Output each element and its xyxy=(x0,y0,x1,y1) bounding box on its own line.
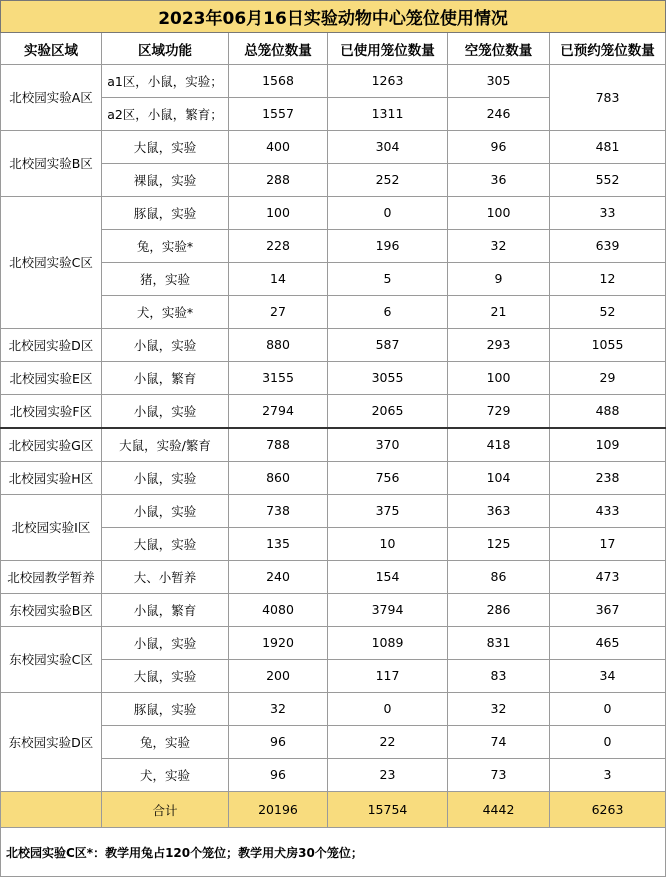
table-row xyxy=(1,461,666,494)
header-empty-cages: 空笼位数量 xyxy=(448,33,550,65)
function-cell: 豚鼠，实验 xyxy=(102,196,229,229)
area-cell: 北校园实验E区 xyxy=(1,361,102,394)
area-cell: 东校园实验B区 xyxy=(1,593,102,626)
header-reserved-cages: 已预约笼位数量 xyxy=(550,33,666,65)
used-cell: 587 xyxy=(328,328,448,361)
function-cell: 小鼠，繁育 xyxy=(102,361,229,394)
used-cell: 252 xyxy=(328,163,448,196)
empty-cell: 73 xyxy=(448,758,550,791)
total-cell: 1920 xyxy=(229,626,328,659)
used-cell: 22 xyxy=(328,725,448,758)
empty-cell: 305 xyxy=(448,65,550,98)
footnote: 北校园实验C区*：教学用兔占120个笼位；教学用犬房30个笼位； xyxy=(1,828,666,877)
empty-cell: 74 xyxy=(448,725,550,758)
empty-cell: 21 xyxy=(448,295,550,328)
table-row xyxy=(1,626,666,659)
total-cell: 738 xyxy=(229,494,328,527)
total-cell: 135 xyxy=(229,527,328,560)
empty-cell: 286 xyxy=(448,593,550,626)
reserved-cell: 1055 xyxy=(550,328,666,361)
reserved-cell: 552 xyxy=(550,163,666,196)
function-cell: 大鼠，实验 xyxy=(102,527,229,560)
function-cell: a1区，小鼠，实验； xyxy=(102,65,229,98)
table-row xyxy=(1,692,666,725)
table-row xyxy=(1,65,666,98)
used-cell: 3794 xyxy=(328,593,448,626)
used-cell: 196 xyxy=(328,229,448,262)
function-cell: 小鼠，实验 xyxy=(102,626,229,659)
function-cell: 大、小暂养 xyxy=(102,560,229,593)
function-cell: 小鼠，实验 xyxy=(102,328,229,361)
function-cell: 猪，实验 xyxy=(102,262,229,295)
reserved-cell: 0 xyxy=(550,692,666,725)
area-cell: 北校园实验I区 xyxy=(1,494,102,560)
function-cell: 兔，实验 xyxy=(102,725,229,758)
reserved-cell: 17 xyxy=(550,527,666,560)
used-cell: 1089 xyxy=(328,626,448,659)
empty-cell: 363 xyxy=(448,494,550,527)
area-cell: 北校园实验A区 xyxy=(1,65,102,131)
total-cell: 228 xyxy=(229,229,328,262)
used-cell: 304 xyxy=(328,130,448,163)
function-cell: 犬，实验 xyxy=(102,758,229,791)
area-cell: 北校园实验D区 xyxy=(1,328,102,361)
used-cell: 10 xyxy=(328,527,448,560)
total-cell: 200 xyxy=(229,659,328,692)
table-body xyxy=(1,65,666,792)
reserved-cell: 465 xyxy=(550,626,666,659)
used-cell: 117 xyxy=(328,659,448,692)
function-cell: 小鼠，实验 xyxy=(102,494,229,527)
reserved-cell: 639 xyxy=(550,229,666,262)
total-reserved: 6263 xyxy=(550,792,666,828)
total-used: 15754 xyxy=(328,792,448,828)
total-cell: 1557 xyxy=(229,97,328,130)
used-cell: 5 xyxy=(328,262,448,295)
function-cell: 豚鼠，实验 xyxy=(102,692,229,725)
reserved-cell: 783 xyxy=(550,65,666,131)
total-cell: 3155 xyxy=(229,361,328,394)
total-cell: 100 xyxy=(229,196,328,229)
used-cell: 370 xyxy=(328,428,448,462)
total-cell: 14 xyxy=(229,262,328,295)
empty-cell: 104 xyxy=(448,461,550,494)
area-cell: 北校园实验H区 xyxy=(1,461,102,494)
reserved-cell: 473 xyxy=(550,560,666,593)
table-row xyxy=(1,196,666,229)
function-cell: a2区，小鼠，繁育； xyxy=(102,97,229,130)
total-cell: 32 xyxy=(229,692,328,725)
function-cell: 小鼠，繁育 xyxy=(102,593,229,626)
total-label: 合计 xyxy=(102,792,229,828)
used-cell: 2065 xyxy=(328,394,448,428)
table-row xyxy=(1,328,666,361)
empty-cell: 9 xyxy=(448,262,550,295)
empty-cell: 100 xyxy=(448,196,550,229)
table-row xyxy=(1,428,666,462)
reserved-cell: 488 xyxy=(550,394,666,428)
table-row xyxy=(1,560,666,593)
total-cell: 400 xyxy=(229,130,328,163)
reserved-cell: 33 xyxy=(550,196,666,229)
function-cell: 犬，实验* xyxy=(102,295,229,328)
function-cell: 兔，实验* xyxy=(102,229,229,262)
total-row xyxy=(1,792,666,828)
empty-cell: 36 xyxy=(448,163,550,196)
total-empty: 4442 xyxy=(448,792,550,828)
table-row xyxy=(1,361,666,394)
total-cell: 1568 xyxy=(229,65,328,98)
area-cell: 北校园实验B区 xyxy=(1,130,102,196)
area-cell: 北校园教学暂养 xyxy=(1,560,102,593)
header-used-cages: 已使用笼位数量 xyxy=(328,33,448,65)
total-cell: 27 xyxy=(229,295,328,328)
area-cell: 东校园实验C区 xyxy=(1,626,102,692)
used-cell: 756 xyxy=(328,461,448,494)
header-area: 实验区域 xyxy=(1,33,102,65)
area-cell: 北校园实验G区 xyxy=(1,428,102,462)
used-cell: 23 xyxy=(328,758,448,791)
function-cell: 大鼠，实验 xyxy=(102,130,229,163)
reserved-cell: 34 xyxy=(550,659,666,692)
total-cell: 96 xyxy=(229,725,328,758)
total-cell: 788 xyxy=(229,428,328,462)
empty-cell: 96 xyxy=(448,130,550,163)
used-cell: 1311 xyxy=(328,97,448,130)
empty-cell: 831 xyxy=(448,626,550,659)
reserved-cell: 29 xyxy=(550,361,666,394)
reserved-cell: 433 xyxy=(550,494,666,527)
area-cell: 北校园实验C区 xyxy=(1,196,102,328)
table-row xyxy=(1,593,666,626)
empty-cell: 418 xyxy=(448,428,550,462)
header-total-cages: 总笼位数量 xyxy=(229,33,328,65)
empty-cell: 125 xyxy=(448,527,550,560)
area-cell: 北校园实验F区 xyxy=(1,394,102,428)
used-cell: 1263 xyxy=(328,65,448,98)
empty-cell: 86 xyxy=(448,560,550,593)
empty-cell: 32 xyxy=(448,229,550,262)
total-spacer xyxy=(1,792,102,828)
total-cell: 880 xyxy=(229,328,328,361)
reserved-cell: 0 xyxy=(550,725,666,758)
table-row xyxy=(1,394,666,428)
used-cell: 375 xyxy=(328,494,448,527)
total-cell: 240 xyxy=(229,560,328,593)
used-cell: 0 xyxy=(328,196,448,229)
total-cages: 20196 xyxy=(229,792,328,828)
area-cell: 东校园实验D区 xyxy=(1,692,102,791)
empty-cell: 246 xyxy=(448,97,550,130)
used-cell: 6 xyxy=(328,295,448,328)
function-cell: 裸鼠，实验 xyxy=(102,163,229,196)
reserved-cell: 109 xyxy=(550,428,666,462)
reserved-cell: 481 xyxy=(550,130,666,163)
reserved-cell: 52 xyxy=(550,295,666,328)
table-row xyxy=(1,130,666,163)
total-cell: 4080 xyxy=(229,593,328,626)
total-cell: 2794 xyxy=(229,394,328,428)
header-function: 区域功能 xyxy=(102,33,229,65)
sheet-title: 2023年06月16日实验动物中心笼位使用情况 xyxy=(1,1,666,33)
empty-cell: 293 xyxy=(448,328,550,361)
empty-cell: 729 xyxy=(448,394,550,428)
total-cell: 860 xyxy=(229,461,328,494)
function-cell: 大鼠，实验/繁育 xyxy=(102,428,229,462)
reserved-cell: 12 xyxy=(550,262,666,295)
used-cell: 0 xyxy=(328,692,448,725)
empty-cell: 83 xyxy=(448,659,550,692)
function-cell: 小鼠，实验 xyxy=(102,461,229,494)
empty-cell: 100 xyxy=(448,361,550,394)
empty-cell: 32 xyxy=(448,692,550,725)
total-cell: 96 xyxy=(229,758,328,791)
total-cell: 288 xyxy=(229,163,328,196)
reserved-cell: 238 xyxy=(550,461,666,494)
reserved-cell: 3 xyxy=(550,758,666,791)
used-cell: 3055 xyxy=(328,361,448,394)
function-cell: 小鼠，实验 xyxy=(102,394,229,428)
function-cell: 大鼠，实验 xyxy=(102,659,229,692)
reserved-cell: 367 xyxy=(550,593,666,626)
table-row xyxy=(1,494,666,527)
used-cell: 154 xyxy=(328,560,448,593)
